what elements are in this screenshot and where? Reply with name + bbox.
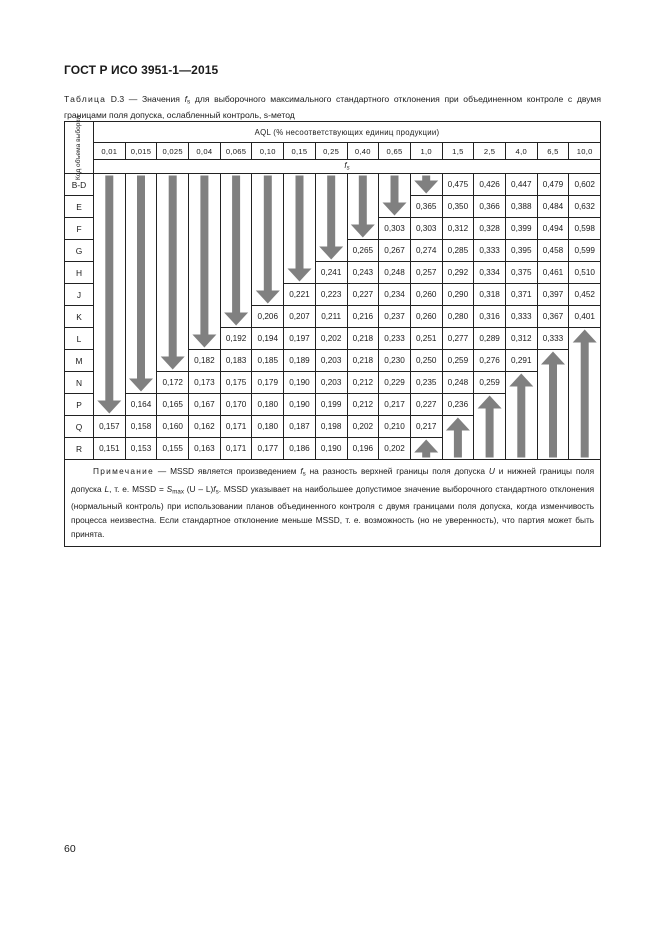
fs-value-cell — [537, 416, 569, 438]
fs-value-cell: 0,212 — [347, 372, 379, 394]
fs-value-cell: 0,259 — [442, 350, 474, 372]
fs-value-cell — [284, 218, 316, 240]
fs-value-cell: 0,280 — [442, 306, 474, 328]
table-row — [65, 218, 601, 240]
fs-value-cell — [442, 416, 474, 438]
table-row — [65, 306, 601, 328]
fs-value-cell: 0,285 — [442, 240, 474, 262]
fs-value-cell: 0,180 — [252, 416, 284, 438]
fs-value-cell — [157, 196, 189, 218]
aql-header: AQL (% несоответствующих единиц продукции) — [94, 122, 601, 143]
aql-level: 1,5 — [442, 143, 474, 160]
fs-value-cell — [94, 284, 126, 306]
fs-value-cell: 0,190 — [284, 372, 316, 394]
fs-value-cell: 0,234 — [379, 284, 411, 306]
fs-value-cell: 0,458 — [537, 240, 569, 262]
fs-value-cell: 0,165 — [157, 394, 189, 416]
fs-value-cell: 0,333 — [537, 328, 569, 350]
note-max-sub: max — [172, 488, 184, 495]
fs-value-cell: 0,194 — [252, 328, 284, 350]
fs-value-cell — [94, 218, 126, 240]
fs-value-cell — [94, 394, 126, 416]
sample-size-code: M — [65, 350, 94, 372]
sample-size-code-header-text: Код объема выборки — [75, 115, 83, 180]
table-row — [65, 196, 601, 218]
aql-level: 0,015 — [125, 143, 157, 160]
note-f: f — [300, 466, 303, 476]
sample-size-code: F — [65, 218, 94, 240]
fs-value-cell — [347, 218, 379, 240]
fs-value-cell: 0,316 — [474, 306, 506, 328]
fs-value-cell: 0,217 — [379, 394, 411, 416]
fs-value-cell: 0,164 — [125, 394, 157, 416]
fs-value-cell: 0,318 — [474, 284, 506, 306]
fs-value-cell: 0,367 — [537, 306, 569, 328]
fs-value-cell — [189, 174, 221, 196]
fs-value-cell: 0,190 — [284, 394, 316, 416]
fs-value-cell: 0,265 — [347, 240, 379, 262]
sample-size-code: L — [65, 328, 94, 350]
aql-level: 0,065 — [220, 143, 252, 160]
note-s-max: S — [166, 483, 173, 494]
fs-value-cell: 0,218 — [347, 328, 379, 350]
fs-value-cell — [94, 350, 126, 372]
fs-value-cell — [189, 306, 221, 328]
note-f-2: f — [213, 483, 216, 494]
sample-size-code: Q — [65, 416, 94, 438]
fs-value-cell — [315, 174, 347, 196]
fs-value-cell — [94, 262, 126, 284]
fs-value-cell: 0,350 — [442, 196, 474, 218]
fs-value-cell: 0,197 — [284, 328, 316, 350]
fs-value-cell: 0,375 — [505, 262, 537, 284]
fs-value-cell — [189, 328, 221, 350]
fs-value-cell — [220, 240, 252, 262]
fs-value-cell — [379, 174, 411, 196]
fs-value-cell: 0,260 — [410, 284, 442, 306]
fs-value-cell: 0,227 — [347, 284, 379, 306]
fs-value-cell — [220, 262, 252, 284]
fs-value-cell: 0,162 — [189, 416, 221, 438]
fs-value-cell: 0,160 — [157, 416, 189, 438]
fs-value-cell — [125, 196, 157, 218]
fs-value-cell: 0,221 — [284, 284, 316, 306]
fs-value-cell — [220, 218, 252, 240]
aql-levels-row — [65, 143, 601, 160]
aql-level: 1,0 — [410, 143, 442, 160]
note-text-5: (U – L) — [183, 483, 214, 494]
fs-value-cell: 0,199 — [315, 394, 347, 416]
fs-value-cell — [537, 350, 569, 372]
fs-value-cell: 0,211 — [315, 306, 347, 328]
fs-value-cell — [284, 196, 316, 218]
fs-value-cell: 0,426 — [474, 174, 506, 196]
fs-value-cell — [505, 438, 537, 460]
note-l: L — [104, 483, 110, 494]
fs-value-cell — [94, 196, 126, 218]
fs-value-cell: 0,397 — [537, 284, 569, 306]
fs-value-cell: 0,333 — [474, 240, 506, 262]
fs-value-cell: 0,182 — [189, 350, 221, 372]
fs-value-cell — [537, 372, 569, 394]
fs-value-cell: 0,167 — [189, 394, 221, 416]
aql-level: 0,01 — [94, 143, 126, 160]
fs-value-cell: 0,602 — [569, 174, 601, 196]
fs-value-cell — [94, 372, 126, 394]
fs-value-cell: 0,274 — [410, 240, 442, 262]
fs-value-cell: 0,223 — [315, 284, 347, 306]
fs-value-cell: 0,172 — [157, 372, 189, 394]
fs-value-cell — [474, 416, 506, 438]
aql-level: 6,5 — [537, 143, 569, 160]
fs-value-cell: 0,173 — [189, 372, 221, 394]
note-s-sub-2: s — [215, 488, 219, 495]
fs-value-cell: 0,461 — [537, 262, 569, 284]
fs-value-cell: 0,179 — [252, 372, 284, 394]
fs-value-cell — [315, 196, 347, 218]
page-number: 60 — [64, 843, 76, 855]
fs-value-cell: 0,202 — [379, 438, 411, 460]
sample-size-code: N — [65, 372, 94, 394]
fs-value-cell — [125, 284, 157, 306]
note-text-4: , т. е. MSSD = — [109, 483, 167, 494]
fs-value-cell — [505, 394, 537, 416]
fs-value-cell: 0,447 — [505, 174, 537, 196]
table-row — [65, 262, 601, 284]
fs-value-cell — [220, 306, 252, 328]
document-header: ГОСТ Р ИСО 3951-1—2015 — [64, 63, 219, 77]
fs-header — [94, 160, 601, 174]
sample-size-code: H — [65, 262, 94, 284]
fs-value-cell: 0,395 — [505, 240, 537, 262]
fs-value-cell: 0,186 — [284, 438, 316, 460]
sample-size-code: K — [65, 306, 94, 328]
table-row — [65, 174, 601, 196]
fs-value-cell — [157, 218, 189, 240]
fs-value-cell: 0,484 — [537, 196, 569, 218]
fs-value-cell: 0,388 — [505, 196, 537, 218]
fs-value-cell: 0,276 — [474, 350, 506, 372]
fs-value-cell: 0,203 — [315, 350, 347, 372]
fs-value-cell: 0,257 — [410, 262, 442, 284]
note-label: Примечание — [93, 466, 155, 476]
fs-value-cell — [315, 218, 347, 240]
fs-value-cell: 0,235 — [410, 372, 442, 394]
fs-value-cell — [252, 240, 284, 262]
note-text-1: — MSSD является произведением — [154, 466, 301, 476]
fs-value-cell — [157, 306, 189, 328]
fs-value-cell — [569, 372, 601, 394]
fs-value-cell — [569, 350, 601, 372]
fs-value-cell: 0,260 — [410, 306, 442, 328]
fs-value-cell — [157, 262, 189, 284]
table-row — [65, 372, 601, 394]
fs-value-cell: 0,303 — [379, 218, 411, 240]
fs-value-cell: 0,328 — [474, 218, 506, 240]
fs-value-cell: 0,312 — [505, 328, 537, 350]
aql-level: 0,65 — [379, 143, 411, 160]
fs-value-cell — [157, 328, 189, 350]
caption-text-after: для выборочного максимального стандартного отклонения при объединенном контроле с двумя границами поля допуска, ослабленный контроль, s-метод — [64, 94, 601, 120]
fs-value-cell: 0,598 — [569, 218, 601, 240]
caption-fs-sub: s — [186, 98, 191, 106]
fs-value-cell — [125, 174, 157, 196]
fs-value-cell: 0,366 — [474, 196, 506, 218]
fs-value-cell: 0,163 — [189, 438, 221, 460]
aql-level: 4,0 — [505, 143, 537, 160]
table-row — [65, 284, 601, 306]
note-text-3: и нижней границы поля допуска — [71, 466, 595, 494]
aql-level: 0,025 — [157, 143, 189, 160]
fs-value-cell: 0,259 — [474, 372, 506, 394]
fs-value-cell: 0,158 — [125, 416, 157, 438]
fs-value-cell — [347, 196, 379, 218]
fs-value-cell: 0,334 — [474, 262, 506, 284]
sample-size-code-header — [65, 115, 94, 180]
fs-value-cell: 0,248 — [442, 372, 474, 394]
fs-value-cell — [505, 416, 537, 438]
table-note — [65, 460, 601, 547]
fs-value-cell — [189, 262, 221, 284]
fs-value-cell: 0,206 — [252, 306, 284, 328]
fs-value-cell: 0,212 — [347, 394, 379, 416]
fs-value-cell — [252, 284, 284, 306]
fs-value-cell — [94, 306, 126, 328]
fs-value-cell: 0,399 — [505, 218, 537, 240]
fs-value-cell: 0,218 — [347, 350, 379, 372]
fs-value-cell: 0,216 — [347, 306, 379, 328]
fs-value-cell: 0,632 — [569, 196, 601, 218]
fs-value-cell — [537, 438, 569, 460]
fs-value-cell — [189, 240, 221, 262]
fs-value-cell — [252, 174, 284, 196]
fs-value-cell — [347, 174, 379, 196]
sample-size-code: J — [65, 284, 94, 306]
fs-header-sub: s — [346, 165, 350, 172]
fs-value-cell: 0,170 — [220, 394, 252, 416]
fs-value-cell: 0,177 — [252, 438, 284, 460]
fs-value-cell: 0,207 — [284, 306, 316, 328]
fs-value-cell: 0,183 — [220, 350, 252, 372]
fs-value-cell: 0,171 — [220, 416, 252, 438]
fs-value-cell: 0,185 — [252, 350, 284, 372]
fs-value-cell: 0,198 — [315, 416, 347, 438]
note-u: U — [488, 466, 495, 476]
caption-text-before: — Значения — [128, 94, 185, 104]
fs-value-cell: 0,251 — [410, 328, 442, 350]
sample-size-code: G — [65, 240, 94, 262]
fs-value-cell: 0,303 — [410, 218, 442, 240]
fs-value-cell: 0,599 — [569, 240, 601, 262]
fs-value-cell — [157, 240, 189, 262]
fs-value-cell — [94, 328, 126, 350]
fs-value-cell: 0,175 — [220, 372, 252, 394]
sample-size-code: P — [65, 394, 94, 416]
fs-value-cell — [284, 262, 316, 284]
aql-level: 0,10 — [252, 143, 284, 160]
fs-value-cell: 0,237 — [379, 306, 411, 328]
fs-table — [64, 115, 601, 547]
sample-size-code: R — [65, 438, 94, 460]
fs-value-cell: 0,151 — [94, 438, 126, 460]
fs-value-cell — [125, 262, 157, 284]
fs-value-cell — [220, 284, 252, 306]
fs-value-cell: 0,155 — [157, 438, 189, 460]
fs-value-cell: 0,227 — [410, 394, 442, 416]
fs-header-symbol: f — [344, 161, 347, 171]
fs-value-cell: 0,479 — [537, 174, 569, 196]
fs-value-cell: 0,312 — [442, 218, 474, 240]
fs-value-cell: 0,333 — [505, 306, 537, 328]
fs-value-cell: 0,187 — [284, 416, 316, 438]
fs-value-cell: 0,452 — [569, 284, 601, 306]
fs-value-cell — [252, 262, 284, 284]
table-row — [65, 240, 601, 262]
fs-value-cell — [284, 174, 316, 196]
fs-value-cell: 0,371 — [505, 284, 537, 306]
fs-value-cell: 0,196 — [347, 438, 379, 460]
fs-value-cell: 0,250 — [410, 350, 442, 372]
table-row — [65, 350, 601, 372]
fs-value-cell — [569, 438, 601, 460]
fs-value-cell — [537, 394, 569, 416]
fs-value-cell — [125, 218, 157, 240]
fs-value-cell: 0,202 — [315, 328, 347, 350]
fs-value-cell: 0,202 — [347, 416, 379, 438]
fs-value-cell — [410, 174, 442, 196]
fs-value-cell: 0,290 — [442, 284, 474, 306]
fs-value-cell: 0,236 — [442, 394, 474, 416]
fs-value-cell — [569, 416, 601, 438]
fs-value-cell — [505, 372, 537, 394]
fs-value-cell: 0,190 — [315, 438, 347, 460]
fs-value-cell — [284, 240, 316, 262]
caption-fs-symbol: f — [184, 94, 187, 104]
fs-value-cell: 0,248 — [379, 262, 411, 284]
fs-value-cell: 0,267 — [379, 240, 411, 262]
fs-value-cell — [125, 328, 157, 350]
fs-value-cell — [315, 240, 347, 262]
note-s-sub: s — [302, 470, 306, 478]
aql-level: 0,40 — [347, 143, 379, 160]
fs-value-cell — [220, 174, 252, 196]
table-row — [65, 416, 601, 438]
aql-level: 2,5 — [474, 143, 506, 160]
fs-value-cell: 0,289 — [474, 328, 506, 350]
sample-size-code: B-D — [65, 174, 94, 196]
fs-value-cell — [157, 284, 189, 306]
aql-level: 0,04 — [189, 143, 221, 160]
fs-value-cell: 0,365 — [410, 196, 442, 218]
fs-value-cell: 0,210 — [379, 416, 411, 438]
fs-value-cell: 0,401 — [569, 306, 601, 328]
fs-value-cell: 0,291 — [505, 350, 537, 372]
fs-value-cell: 0,229 — [379, 372, 411, 394]
fs-value-cell — [189, 196, 221, 218]
fs-value-cell: 0,180 — [252, 394, 284, 416]
note-text-6: . MSSD указывает на наибольшее допустимое значение выборочного стандартного отклонения (нормальный контроль) при использовании планов объединенного контроля с двумя границами поля допуска, когда изменчивость процесса неизвестна. Если стандартное отклонение меньше MSSD, т. е. возможность (но не уверенность), что партия может быть принята. — [71, 483, 595, 539]
fs-value-cell — [442, 438, 474, 460]
fs-value-cell — [157, 174, 189, 196]
fs-value-cell — [125, 350, 157, 372]
fs-value-cell: 0,241 — [315, 262, 347, 284]
fs-value-cell: 0,157 — [94, 416, 126, 438]
fs-value-cell — [252, 196, 284, 218]
caption-id: D.3 — [110, 94, 125, 104]
fs-value-cell — [157, 350, 189, 372]
aql-level: 0,25 — [315, 143, 347, 160]
fs-value-cell: 0,510 — [569, 262, 601, 284]
fs-value-cell — [125, 306, 157, 328]
fs-value-cell — [474, 438, 506, 460]
table-row — [65, 438, 601, 460]
table-row — [65, 394, 601, 416]
fs-value-cell: 0,230 — [379, 350, 411, 372]
table-caption — [64, 93, 601, 122]
fs-value-cell — [94, 240, 126, 262]
aql-level: 0,15 — [284, 143, 316, 160]
note-text-2: на разность верхней границы поля допуска — [305, 466, 489, 476]
fs-value-cell — [125, 372, 157, 394]
fs-value-cell: 0,192 — [220, 328, 252, 350]
fs-value-cell: 0,189 — [284, 350, 316, 372]
fs-value-cell: 0,233 — [379, 328, 411, 350]
fs-value-cell: 0,243 — [347, 262, 379, 284]
fs-value-cell: 0,494 — [537, 218, 569, 240]
fs-table-body — [65, 174, 601, 460]
fs-value-cell — [379, 196, 411, 218]
fs-value-cell — [252, 218, 284, 240]
fs-value-cell: 0,153 — [125, 438, 157, 460]
fs-value-cell: 0,203 — [315, 372, 347, 394]
fs-value-cell — [220, 196, 252, 218]
fs-value-cell — [474, 394, 506, 416]
fs-value-cell — [189, 218, 221, 240]
fs-value-cell: 0,217 — [410, 416, 442, 438]
fs-value-cell: 0,292 — [442, 262, 474, 284]
caption-label: Таблица — [64, 94, 107, 104]
fs-value-cell — [189, 284, 221, 306]
fs-value-cell: 0,171 — [220, 438, 252, 460]
sample-size-code: E — [65, 196, 94, 218]
fs-value-cell — [569, 328, 601, 350]
fs-value-cell: 0,277 — [442, 328, 474, 350]
aql-level: 10,0 — [569, 143, 601, 160]
fs-value-cell — [94, 174, 126, 196]
fs-value-cell — [125, 240, 157, 262]
fs-value-cell: 0,475 — [442, 174, 474, 196]
fs-value-cell — [569, 394, 601, 416]
table-row — [65, 328, 601, 350]
fs-value-cell — [410, 438, 442, 460]
